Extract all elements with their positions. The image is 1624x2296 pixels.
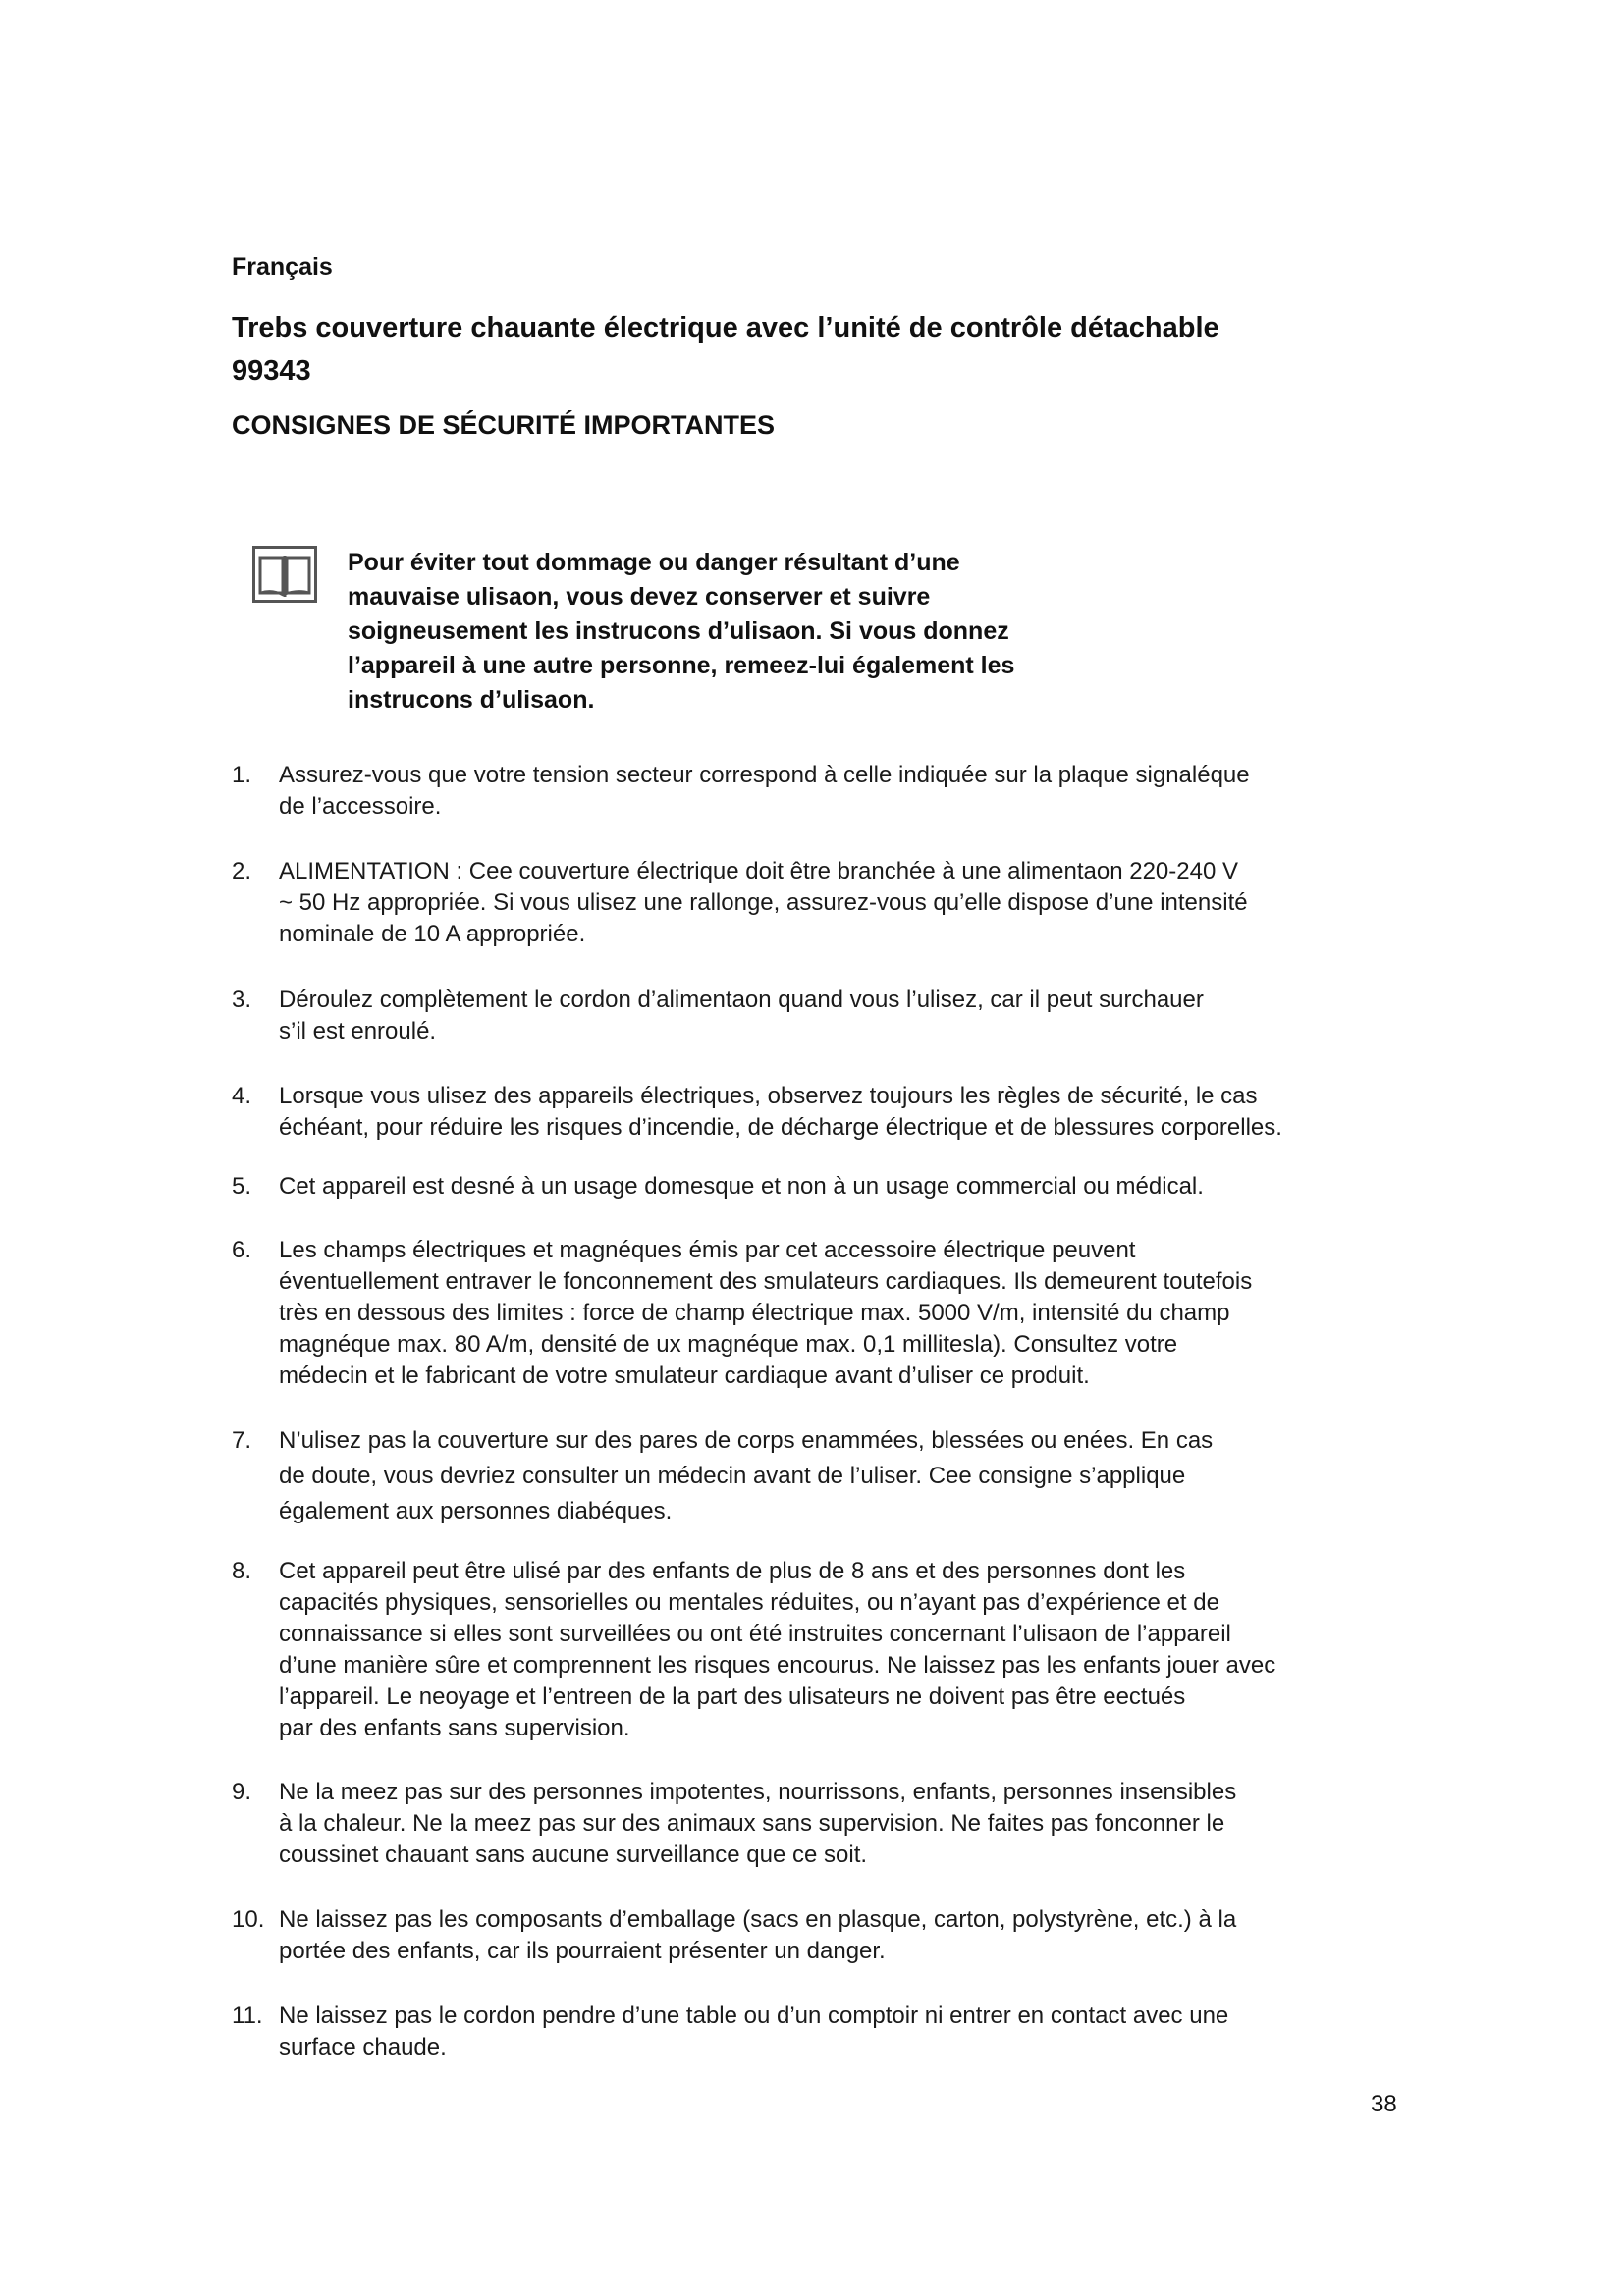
- list-item: [232, 1904, 1390, 1967]
- item-line: échéant, pour réduire les risques d’incendie, de décharge électrique et de blessures corporelles.: [279, 1114, 1282, 1141]
- page-number: 38: [1371, 2091, 1397, 2117]
- item-line: capacités physiques, sensorielles ou mentales réduites, ou n’ayant pas d’expérience et de: [279, 1589, 1219, 1616]
- list-item: [232, 856, 1390, 950]
- item-line: Lorsque vous ulisez des appareils électriques, observez toujours les règles de sécurité, le cas: [279, 1083, 1258, 1109]
- list-item: [232, 985, 1390, 1047]
- list-item: [232, 1171, 1390, 1202]
- list-item: [232, 1423, 1390, 1529]
- product-title-line: Trebs couverture chauante électrique avec l’unité de contrôle détachable: [232, 312, 1219, 344]
- list-item: [232, 1235, 1390, 1392]
- item-line: ALIMENTATION : Cee couverture électrique doit être branchée à une alimentaon 220-240 V: [279, 858, 1238, 884]
- item-number: 2.: [232, 858, 252, 884]
- list-item: [232, 2001, 1390, 2063]
- item-line: coussinet chauant sans aucune surveillance que ce soit.: [279, 1842, 868, 1868]
- item-line: de doute, vous devriez consulter un médecin avant de l’uliser. Cee consigne s’applique: [279, 1463, 1186, 1489]
- item-line: Assurez-vous que votre tension secteur correspond à celle indiquée sur la plaque signaléque: [279, 762, 1250, 788]
- item-line: Les champs électriques et magnéques émis par cet accessoire électrique peuvent: [279, 1237, 1136, 1263]
- item-line: très en dessous des limites : force de champ électrique max. 5000 V/m, intensité du champ: [279, 1300, 1230, 1326]
- manual-book-icon: [252, 546, 317, 603]
- list-item: [232, 1777, 1390, 1871]
- item-number: 10.: [232, 1906, 265, 1933]
- item-number: 5.: [232, 1173, 252, 1200]
- item-line: ~ 50 Hz appropriée. Si vous ulisez une rallonge, assurez-vous qu’elle dispose d’une intensité: [279, 889, 1248, 916]
- item-line: connaissance si elles sont surveillées ou ont été instruites concernant l’ulisaon de l’appareil: [279, 1621, 1231, 1647]
- item-line: d’une manière sûre et comprennent les risques encourus. Ne laissez pas les enfants jouer avec: [279, 1652, 1276, 1679]
- item-number: 8.: [232, 1558, 252, 1584]
- item-line: nominale de 10 A appropriée.: [279, 921, 586, 947]
- list-item: [232, 1556, 1390, 1744]
- item-number: 3.: [232, 987, 252, 1013]
- notice-line: Pour éviter tout dommage ou danger résultant d’une: [348, 549, 960, 576]
- product-title: [232, 306, 1312, 393]
- notice-line: mauvaise ulisaon, vous devez conserver et suivre: [348, 583, 931, 611]
- item-line: N’ulisez pas la couverture sur des pares de corps enammées, blessées ou enées. En cas: [279, 1427, 1214, 1454]
- safety-instructions-list: [232, 760, 1390, 2063]
- item-line: éventuellement entraver le fonconnement des smulateurs cardiaques. Ils demeurent toutefois: [279, 1268, 1253, 1295]
- list-item: [232, 1081, 1390, 1144]
- item-line: s’il est enroulé.: [279, 1018, 437, 1044]
- item-line: surface chaude.: [279, 2034, 447, 2060]
- item-number: 7.: [232, 1427, 252, 1454]
- item-line: l’appareil. Le neoyage et l’entreen de la part des ulisateurs ne doivent pas être eectués: [279, 1683, 1186, 1710]
- item-line: magnéque max. 80 A/m, densité de ux magnéque max. 0,1 millitesla). Consultez votre: [279, 1331, 1178, 1358]
- item-line: Ne la meez pas sur des personnes impotentes, nourrissons, enfants, personnes insensibles: [279, 1779, 1237, 1805]
- item-number: 4.: [232, 1083, 252, 1109]
- item-line: Cet appareil est desné à un usage domesque et non à un usage commercial ou médical.: [279, 1173, 1204, 1200]
- item-line: de l’accessoire.: [279, 793, 442, 820]
- item-line: portée des enfants, car ils pourraient présenter un danger.: [279, 1938, 886, 1964]
- notice-line: soigneusement les instrucons d’ulisaon. Si vous donnez: [348, 617, 1009, 645]
- item-line: par des enfants sans supervision.: [279, 1715, 630, 1741]
- safety-notice: [348, 546, 1094, 718]
- item-line: Ne laissez pas le cordon pendre d’une table ou d’un comptoir ni entrer en contact avec une: [279, 2002, 1229, 2029]
- item-line: médecin et le fabricant de votre smulateur cardiaque avant d’uliser ce produit.: [279, 1362, 1090, 1389]
- item-line: également aux personnes diabéques.: [279, 1498, 673, 1524]
- item-number: 6.: [232, 1237, 252, 1263]
- item-number: 1.: [232, 762, 252, 788]
- notice-line: l’appareil à une autre personne, remeez-lui également les: [348, 652, 1015, 679]
- item-number: 11.: [232, 2002, 263, 2029]
- notice-line: instrucons d’ulisaon.: [348, 686, 595, 714]
- item-line: Ne laissez pas les composants d’emballage (sacs en plasque, carton, polystyrène, etc.) à la: [279, 1906, 1237, 1933]
- item-line: à la chaleur. Ne la meez pas sur des animaux sans supervision. Ne faites pas fonconner le: [279, 1810, 1225, 1837]
- product-model-number: 99343: [232, 355, 311, 387]
- item-number: 9.: [232, 1779, 252, 1805]
- list-item: [232, 760, 1390, 823]
- item-line: Déroulez complètement le cordon d’alimentaon quand vous l’ulisez, car il peut surchauer: [279, 987, 1204, 1013]
- section-heading: CONSIGNES DE SÉCURITÉ IMPORTANTES: [232, 410, 776, 440]
- item-line: Cet appareil peut être ulisé par des enfants de plus de 8 ans et des personnes dont les: [279, 1558, 1186, 1584]
- language-label: Français: [232, 253, 333, 281]
